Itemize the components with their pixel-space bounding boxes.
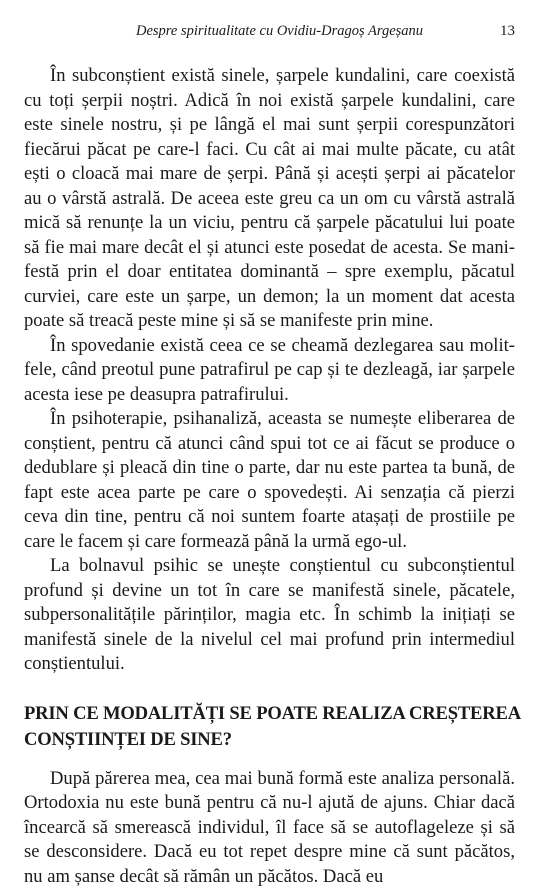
section-heading-line-2: CONȘTIINȚEI DE SINE? <box>24 728 232 750</box>
paragraph-personal-analysis: După părerea mea, cea mai bună formă este analiza personală. Ortodoxia nu este bună pentru că nu-l ajută de ajuns. Chiar dacă încearcă să smerească individul, îl face să se autoflageleze și să se desconsidere. Dacă eu tot repet despre mine că sunt păcătos, nu am șanse decât să rămân un păcătos. Dacă eu <box>24 767 515 887</box>
page-number: 13 <box>500 23 515 39</box>
paragraph-subconscious: În subconștient există sinele, șarpele kundalini, care coexistă cu toți șerpii noștri. Adică în noi există șarpele kundalini, care este sinele nostru, și pe lângă el mai sunt șerpii corespunzători fiecărui păcat pe care-l faci. Cu cât ai mai multe păcate, cu atât ești o cloacă mai mare de șerpi. Până și acești șerpi ai păcatelor au o vârstă astrală. De aceea este greu ca un om cu vârstă astrală mică să renunțe la un viciu, pentru că șarpele păcatului lui poate să fie mai mare decât el și atunci este posedat de acesta. Se manifestă prin el doar entitatea dominantă – spre exemplu, păcatul curviei, care este un șarpe, un demon; la un moment dat acesta poate să treacă peste mine și să se manifeste prin mine. <box>24 65 515 331</box>
paragraph-psychic-patient: La bolnavul psihic se unește conștientul cu subconștientul profund și devine un tot în care se manifestă sinele, păcatele, subpersonalitățile părinților, magia etc. În schimb la inițiați se manifestă sinele de la nivelul cel mai profund prin intermediul conștientului. <box>24 555 515 674</box>
body-text <box>24 64 521 889</box>
section-heading-line-1: PRIN CE MODALITĂȚI SE POATE REALIZA CREȘTEREA <box>24 702 521 724</box>
section-heading <box>24 701 521 753</box>
running-title: Despre spiritualitate cu Ovidiu-Dragoș Argeșanu <box>136 23 424 39</box>
running-head <box>0 20 539 42</box>
paragraph-confession: În spovedanie există ceea ce se cheamă dezlegarea sau molitfele, când preotul pune patrafirul pe cap și te dezleagă, iar șarpele acesta iese pe deasupra patrafirului. <box>24 334 515 405</box>
paragraph-psychotherapy: În psihoterapie, psihanaliză, aceasta se numește eliberarea de conștient, pentru că atunci când spui tot ce ai făcut se produce o dedublare și pleacă din tine o parte, dar nu este partea ta bună, de fapt este acea parte pe care o spovedești. Ai senzația că pierzi ceva din tine, pentru că noi suntem foarte atașați de prostiile pe care le facem și care formează până la urmă ego-ul. <box>24 408 515 552</box>
